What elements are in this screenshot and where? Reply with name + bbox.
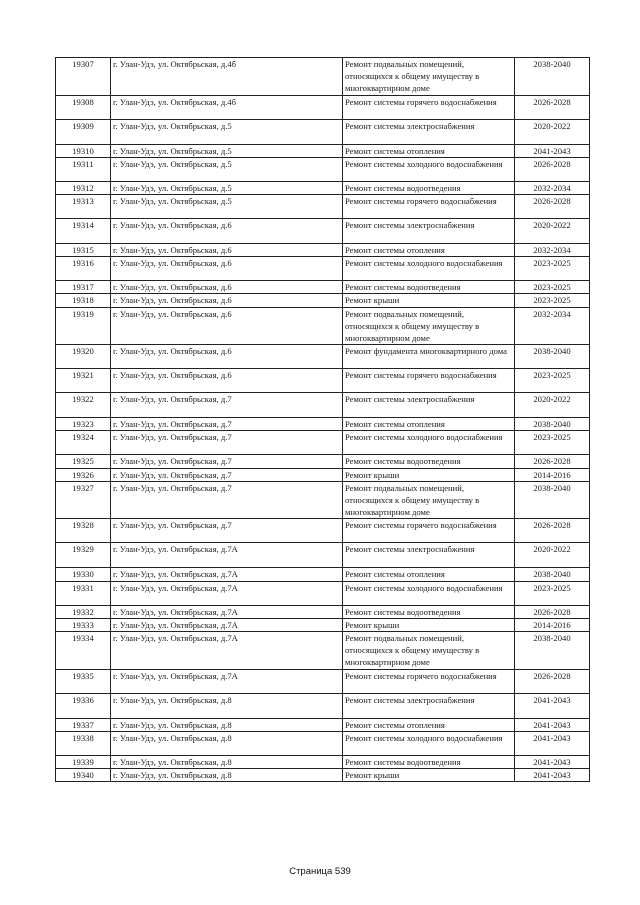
row-number: 19321 <box>56 369 111 393</box>
address-cell: г. Улан-Удэ, ул. Октябрьская, д.7А <box>111 632 343 670</box>
table-row <box>56 58 590 96</box>
table-row <box>56 345 590 369</box>
address-cell: г. Улан-Удэ, ул. Октябрьская, д.7А <box>111 581 343 605</box>
row-number: 19331 <box>56 581 111 605</box>
row-number: 19340 <box>56 769 111 782</box>
repair-schedule-table <box>55 57 590 782</box>
address-cell: г. Улан-Удэ, ул. Октябрьская, д.8 <box>111 718 343 731</box>
table-row <box>56 294 590 307</box>
address-cell: г. Улан-Удэ, ул. Октябрьская, д.7А <box>111 618 343 631</box>
table-row <box>56 369 590 393</box>
work-type-cell: Ремонт системы водоотведения <box>343 755 515 768</box>
row-number: 19312 <box>56 181 111 194</box>
period-cell: 2041-2043 <box>515 693 590 718</box>
work-type-cell: Ремонт системы водоотведения <box>343 181 515 194</box>
address-cell: г. Улан-Удэ, ул. Октябрьская, д.7 <box>111 431 343 455</box>
period-cell: 2038-2040 <box>515 568 590 581</box>
work-type-cell: Ремонт системы горячего водоснабжения <box>343 95 515 119</box>
work-type-cell: Ремонт подвальных помещений, относящихся к общему имуществу в многоквартирном доме <box>343 632 515 670</box>
period-cell: 2038-2040 <box>515 58 590 96</box>
work-type-cell: Ремонт системы отопления <box>343 244 515 257</box>
work-type-cell: Ремонт системы холодного водоснабжения <box>343 431 515 455</box>
work-type-cell: Ремонт крыши <box>343 294 515 307</box>
period-cell: 2026-2028 <box>515 605 590 618</box>
table-row <box>56 144 590 157</box>
row-number: 19330 <box>56 568 111 581</box>
address-cell: г. Улан-Удэ, ул. Октябрьская, д.8 <box>111 755 343 768</box>
period-cell: 2026-2028 <box>515 669 590 693</box>
work-type-cell: Ремонт фундамента многоквартирного дома <box>343 345 515 369</box>
table-row <box>56 257 590 281</box>
work-type-cell: Ремонт крыши <box>343 468 515 481</box>
period-cell: 2020-2022 <box>515 119 590 144</box>
address-cell: г. Улан-Удэ, ул. Октябрьская, д.4б <box>111 95 343 119</box>
address-cell: г. Улан-Удэ, ул. Октябрьская, д.8 <box>111 693 343 718</box>
row-number: 19320 <box>56 345 111 369</box>
row-number: 19335 <box>56 669 111 693</box>
row-number: 19308 <box>56 95 111 119</box>
table-row <box>56 281 590 294</box>
period-cell: 2026-2028 <box>515 195 590 219</box>
address-cell: г. Улан-Удэ, ул. Октябрьская, д.6 <box>111 219 343 244</box>
table-row <box>56 119 590 144</box>
work-type-cell: Ремонт системы электроснабжения <box>343 219 515 244</box>
address-cell: г. Улан-Удэ, ул. Октябрьская, д.8 <box>111 769 343 782</box>
period-cell: 2014-2016 <box>515 468 590 481</box>
work-type-cell: Ремонт системы холодного водоснабжения <box>343 257 515 281</box>
row-number: 19324 <box>56 431 111 455</box>
address-cell: г. Улан-Удэ, ул. Октябрьская, д.6 <box>111 257 343 281</box>
work-type-cell: Ремонт системы электроснабжения <box>343 693 515 718</box>
work-type-cell: Ремонт системы электроснабжения <box>343 393 515 418</box>
work-type-cell: Ремонт системы горячего водоснабжения <box>343 669 515 693</box>
period-cell: 2032-2034 <box>515 181 590 194</box>
row-number: 19333 <box>56 618 111 631</box>
row-number: 19314 <box>56 219 111 244</box>
address-cell: г. Улан-Удэ, ул. Октябрьская, д.5 <box>111 181 343 194</box>
row-number: 19323 <box>56 418 111 431</box>
table-row <box>56 568 590 581</box>
period-cell: 2026-2028 <box>515 157 590 181</box>
row-number: 19319 <box>56 307 111 345</box>
period-cell: 2041-2043 <box>515 769 590 782</box>
table-row <box>56 468 590 481</box>
period-cell: 2023-2025 <box>515 369 590 393</box>
table-row <box>56 693 590 718</box>
address-cell: г. Улан-Удэ, ул. Октябрьская, д.5 <box>111 195 343 219</box>
period-cell: 2038-2040 <box>515 345 590 369</box>
row-number: 19318 <box>56 294 111 307</box>
period-cell: 2032-2034 <box>515 307 590 345</box>
period-cell: 2026-2028 <box>515 519 590 543</box>
address-cell: г. Улан-Удэ, ул. Октябрьская, д.7А <box>111 669 343 693</box>
work-type-cell: Ремонт подвальных помещений, относящихся к общему имуществу в многоквартирном доме <box>343 58 515 96</box>
row-number: 19326 <box>56 468 111 481</box>
period-cell: 2038-2040 <box>515 418 590 431</box>
address-cell: г. Улан-Удэ, ул. Октябрьская, д.7А <box>111 568 343 581</box>
address-cell: г. Улан-Удэ, ул. Октябрьская, д.7 <box>111 519 343 543</box>
address-cell: г. Улан-Удэ, ул. Октябрьская, д.7А <box>111 605 343 618</box>
row-number: 19338 <box>56 731 111 755</box>
table-row <box>56 95 590 119</box>
address-cell: г. Улан-Удэ, ул. Октябрьская, д.6 <box>111 307 343 345</box>
row-number: 19315 <box>56 244 111 257</box>
address-cell: г. Улан-Удэ, ул. Октябрьская, д.7 <box>111 393 343 418</box>
table-row <box>56 244 590 257</box>
work-type-cell: Ремонт системы водоотведения <box>343 281 515 294</box>
address-cell: г. Улан-Удэ, ул. Октябрьская, д.7 <box>111 481 343 519</box>
table-row <box>56 195 590 219</box>
page-number: Страница 539 <box>289 866 351 877</box>
period-cell: 2038-2040 <box>515 481 590 519</box>
row-number: 19310 <box>56 144 111 157</box>
table-row <box>56 632 590 670</box>
address-cell: г. Улан-Удэ, ул. Октябрьская, д.4б <box>111 58 343 96</box>
row-number: 19339 <box>56 755 111 768</box>
address-cell: г. Улан-Удэ, ул. Октябрьская, д.5 <box>111 119 343 144</box>
address-cell: г. Улан-Удэ, ул. Октябрьская, д.7 <box>111 418 343 431</box>
table-row <box>56 393 590 418</box>
row-number: 19322 <box>56 393 111 418</box>
work-type-cell: Ремонт системы горячего водоснабжения <box>343 369 515 393</box>
table-row <box>56 618 590 631</box>
table-row <box>56 519 590 543</box>
table-row <box>56 481 590 519</box>
table-row <box>56 731 590 755</box>
work-type-cell: Ремонт крыши <box>343 618 515 631</box>
period-cell: 2041-2043 <box>515 731 590 755</box>
address-cell: г. Улан-Удэ, ул. Октябрьская, д.6 <box>111 281 343 294</box>
address-cell: г. Улан-Удэ, ул. Октябрьская, д.5 <box>111 144 343 157</box>
work-type-cell: Ремонт системы отопления <box>343 568 515 581</box>
work-type-cell: Ремонт системы горячего водоснабжения <box>343 519 515 543</box>
table-row <box>56 181 590 194</box>
period-cell: 2014-2016 <box>515 618 590 631</box>
work-type-cell: Ремонт системы электроснабжения <box>343 543 515 568</box>
period-cell: 2041-2043 <box>515 718 590 731</box>
table-row <box>56 581 590 605</box>
address-cell: г. Улан-Удэ, ул. Октябрьская, д.6 <box>111 369 343 393</box>
period-cell: 2023-2025 <box>515 257 590 281</box>
table-row <box>56 669 590 693</box>
row-number: 19337 <box>56 718 111 731</box>
period-cell: 2020-2022 <box>515 393 590 418</box>
address-cell: г. Улан-Удэ, ул. Октябрьская, д.7 <box>111 468 343 481</box>
address-cell: г. Улан-Удэ, ул. Октябрьская, д.7 <box>111 455 343 468</box>
work-type-cell: Ремонт системы отопления <box>343 718 515 731</box>
row-number: 19313 <box>56 195 111 219</box>
period-cell: 2023-2025 <box>515 581 590 605</box>
row-number: 19336 <box>56 693 111 718</box>
work-type-cell: Ремонт системы холодного водоснабжения <box>343 731 515 755</box>
period-cell: 2041-2043 <box>515 755 590 768</box>
period-cell: 2032-2034 <box>515 244 590 257</box>
table-row <box>56 157 590 181</box>
period-cell: 2020-2022 <box>515 543 590 568</box>
period-cell: 2023-2025 <box>515 294 590 307</box>
period-cell: 2026-2028 <box>515 95 590 119</box>
row-number: 19317 <box>56 281 111 294</box>
work-type-cell: Ремонт системы электроснабжения <box>343 119 515 144</box>
row-number: 19311 <box>56 157 111 181</box>
period-cell: 2023-2025 <box>515 281 590 294</box>
row-number: 19329 <box>56 543 111 568</box>
period-cell: 2041-2043 <box>515 144 590 157</box>
period-cell: 2020-2022 <box>515 219 590 244</box>
address-cell: г. Улан-Удэ, ул. Октябрьская, д.6 <box>111 244 343 257</box>
period-cell: 2038-2040 <box>515 632 590 670</box>
work-type-cell: Ремонт системы отопления <box>343 418 515 431</box>
table-row <box>56 769 590 782</box>
table-row <box>56 219 590 244</box>
work-type-cell: Ремонт подвальных помещений, относящихся к общему имуществу в многоквартирном доме <box>343 307 515 345</box>
table-row <box>56 307 590 345</box>
address-cell: г. Улан-Удэ, ул. Октябрьская, д.7А <box>111 543 343 568</box>
work-type-cell: Ремонт системы отопления <box>343 144 515 157</box>
table-row <box>56 605 590 618</box>
row-number: 19328 <box>56 519 111 543</box>
row-number: 19327 <box>56 481 111 519</box>
table-row <box>56 455 590 468</box>
table-row <box>56 718 590 731</box>
row-number: 19332 <box>56 605 111 618</box>
work-type-cell: Ремонт подвальных помещений, относящихся к общему имуществу в многоквартирном доме <box>343 481 515 519</box>
row-number: 19334 <box>56 632 111 670</box>
address-cell: г. Улан-Удэ, ул. Октябрьская, д.8 <box>111 731 343 755</box>
address-cell: г. Улан-Удэ, ул. Октябрьская, д.5 <box>111 157 343 181</box>
table-body <box>56 58 590 782</box>
table-row <box>56 755 590 768</box>
work-type-cell: Ремонт крыши <box>343 769 515 782</box>
table-row <box>56 543 590 568</box>
work-type-cell: Ремонт системы водоотведения <box>343 455 515 468</box>
work-type-cell: Ремонт системы холодного водоснабжения <box>343 157 515 181</box>
row-number: 19316 <box>56 257 111 281</box>
row-number: 19307 <box>56 58 111 96</box>
period-cell: 2023-2025 <box>515 431 590 455</box>
table-row <box>56 431 590 455</box>
work-type-cell: Ремонт системы водоотведения <box>343 605 515 618</box>
address-cell: г. Улан-Удэ, ул. Октябрьская, д.6 <box>111 345 343 369</box>
row-number: 19309 <box>56 119 111 144</box>
work-type-cell: Ремонт системы горячего водоснабжения <box>343 195 515 219</box>
row-number: 19325 <box>56 455 111 468</box>
table-row <box>56 418 590 431</box>
period-cell: 2026-2028 <box>515 455 590 468</box>
address-cell: г. Улан-Удэ, ул. Октябрьская, д.6 <box>111 294 343 307</box>
work-type-cell: Ремонт системы холодного водоснабжения <box>343 581 515 605</box>
